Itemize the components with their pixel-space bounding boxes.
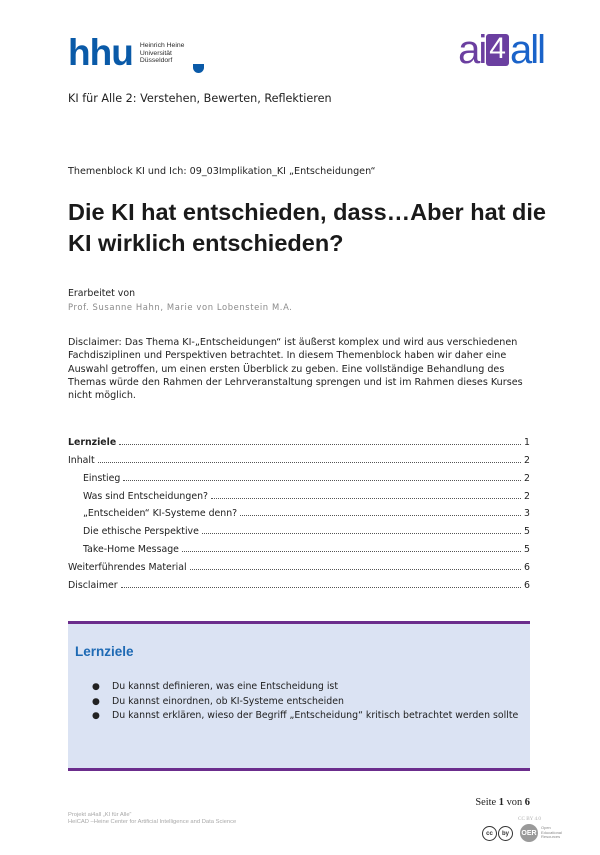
toc-entry-label: Take-Home Message (83, 544, 179, 556)
ai4all-logo-part: ai (458, 28, 486, 72)
toc-leader (240, 515, 521, 516)
list-item-text: Du kannst erklären, wieso der Begriff „Entscheidung“ kritisch betrachtet werden sollte (112, 710, 519, 722)
bullet-icon: ● (92, 696, 100, 707)
toc-entry-label: Inhalt (68, 454, 95, 466)
oer-text-line: Educational (541, 829, 562, 835)
lernziele-title: Lernziele (75, 644, 134, 659)
table-of-contents (68, 430, 530, 591)
hhu-wordmark: hhu (68, 32, 133, 73)
toc-entry-label: Lernziele (68, 436, 117, 448)
toc-entry-label: Die ethische Perspektive (83, 526, 199, 538)
toc-leader (202, 533, 521, 534)
page-title: Die KI hat entschieden, dass…Aber hat die KI wirklich entschieden? (68, 199, 546, 256)
toc-leader (211, 498, 521, 499)
disclaimer-paragraph: Disclaimer: Das Thema KI-„Entscheidungen“ ist äußerst komplex und wird aus verschiedenen Fachdisziplinen und Perspektiven betrachtet. In diesem Themenblock haben wir daher eine Auswahl getroffen, um einen ersten Überblick zu geben. Eine vollständige Behandlung des Themas würde den Rahmen der Lehrveranstaltung sprengen und ist im Rahmen dieses Kurses nicht möglich. (68, 337, 523, 402)
hhu-logo-line: Heinrich Heine (139, 42, 185, 49)
toc-entry[interactable] (68, 448, 530, 466)
toc-entry-page: 2 (524, 490, 530, 502)
erarbeitet-label: Erarbeitet von (68, 288, 136, 299)
toc-entry-label: „Entscheiden“ KI-Systeme denn? (83, 508, 238, 520)
toc-entry-label: Weiterführendes Material (68, 562, 187, 574)
toc-entry[interactable] (68, 537, 530, 555)
hhu-logo-text (140, 42, 185, 65)
toc-entry[interactable] (68, 555, 530, 573)
oer-text (541, 826, 562, 840)
footer-line: Projekt ai4all „KI für Alle“ (68, 812, 132, 818)
oer-icon: OER (520, 824, 538, 842)
list-item (92, 695, 522, 710)
list-item (92, 709, 522, 724)
ai4all-logo-part: all (509, 28, 544, 72)
toc-leader (119, 444, 521, 445)
page-number-prefix: Seite (475, 797, 497, 808)
footer-line: HeiCAD –Heine Center for Artificial Intelligence and Data Science (68, 819, 237, 825)
toc-entry-page: 1 (524, 436, 530, 448)
toc-entry[interactable] (68, 502, 530, 520)
oer-text-line: Open (541, 825, 551, 831)
bullet-icon: ● (92, 711, 100, 722)
page-number-middle: von (506, 797, 523, 808)
hhu-logo-line: Düsseldorf (139, 57, 173, 65)
toc-leader (123, 480, 521, 481)
page-number (475, 797, 530, 808)
toc-leader (121, 587, 521, 588)
oer-text-line: Resources (541, 834, 561, 840)
list-item (92, 680, 522, 695)
list-item-text: Du kannst definieren, was eine Entscheidung ist (112, 681, 338, 692)
cc-by-badge (482, 826, 513, 841)
bullet-icon: ● (92, 682, 100, 692)
ai4all-logo (458, 30, 544, 70)
toc-entry-page: 2 (524, 472, 530, 484)
page-number-total: 6 (524, 797, 530, 808)
toc-entry-page: 5 (524, 526, 530, 538)
toc-entry-page: 6 (524, 580, 530, 592)
toc-entry-page: 2 (524, 454, 530, 466)
toc-entry[interactable] (68, 430, 530, 448)
lernziele-box (68, 621, 530, 771)
footer (68, 812, 236, 826)
toc-entry-page: 3 (524, 508, 530, 520)
toc-entry-page: 6 (524, 562, 530, 574)
authors: Prof. Susanne Hahn, Marie von Lobenstein M.A. (68, 302, 293, 312)
toc-entry[interactable] (68, 573, 530, 591)
toc-entry-label: Was sind Entscheidungen? (83, 490, 209, 502)
themenblock-label: Themenblock KI und Ich: 09_03Implikation_KI „Entscheidungen“ (68, 166, 376, 177)
cc-icon: cc (482, 826, 497, 841)
lernziele-list (92, 680, 522, 724)
hhu-logo (68, 32, 185, 73)
hhu-logo-mark-icon (193, 64, 204, 73)
page-number-current: 1 (498, 797, 504, 808)
toc-entry[interactable] (68, 466, 530, 484)
course-title: KI für Alle 2: Verstehen, Bewerten, Reflektieren (68, 92, 332, 105)
toc-leader (98, 462, 521, 463)
by-icon: by (498, 826, 513, 841)
hhu-logo-line: Universität (139, 49, 172, 57)
toc-leader (182, 551, 521, 552)
toc-entry[interactable] (68, 519, 530, 537)
toc-entry-label: Einstieg (83, 472, 121, 484)
toc-entry-page: 5 (524, 544, 530, 556)
license-label: CC BY 4.0 (518, 816, 542, 822)
list-item-text: Du kannst einordnen, ob KI-Systeme entscheiden (112, 695, 344, 707)
toc-entry-label: Disclaimer (68, 580, 118, 592)
toc-entry[interactable] (68, 484, 530, 502)
ai4all-logo-part: 4 (486, 34, 509, 66)
oer-logo (520, 824, 562, 842)
toc-leader (190, 569, 521, 570)
